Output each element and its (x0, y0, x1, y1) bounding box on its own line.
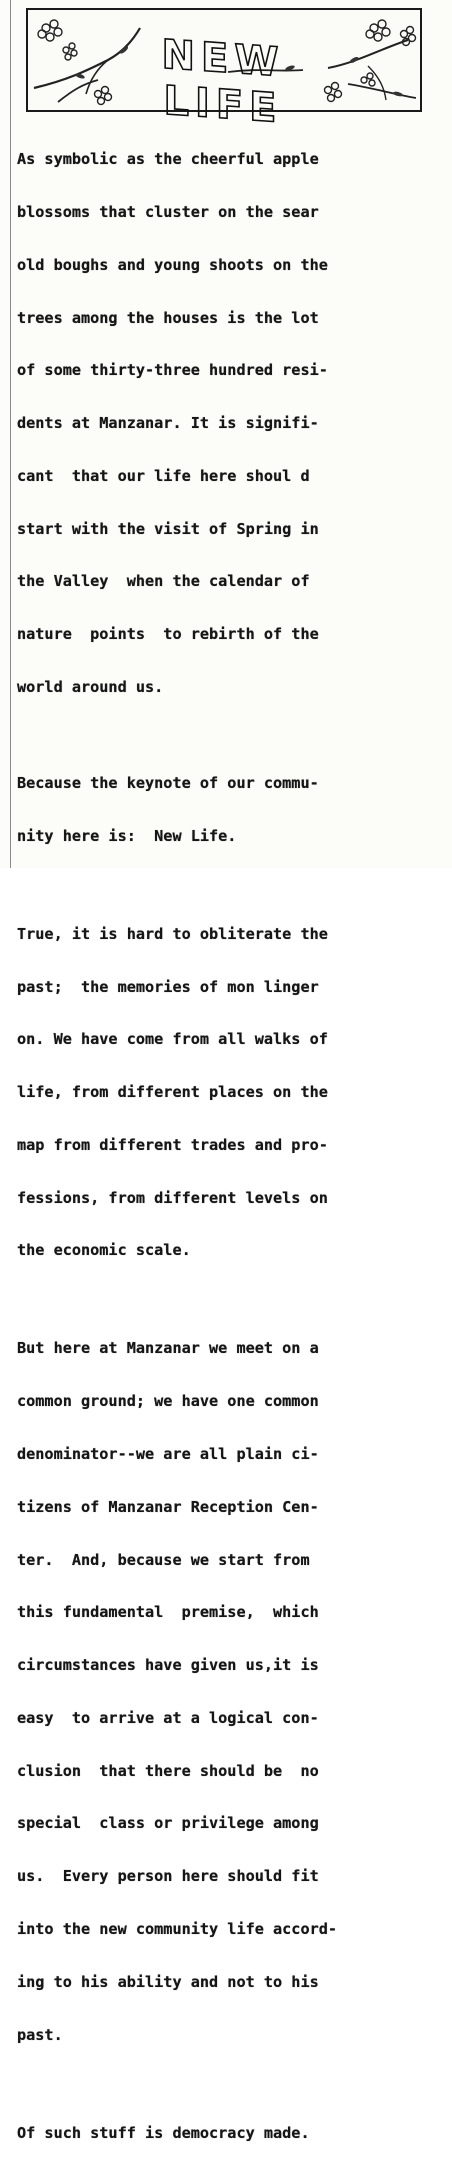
text-line: on. We have come from all walks of (17, 1030, 328, 1049)
text-line: past; the memories of mon linger (17, 977, 319, 996)
masthead-banner (26, 8, 422, 133)
text-line: True, it is hard to obliterate the (17, 924, 328, 943)
text-line: circumstances have given us,it is (17, 1656, 319, 1675)
paragraph-3 (17, 891, 447, 1296)
text-line: ing to his ability and not to his (17, 1972, 319, 1991)
text-line: into the new community life accord- (17, 1919, 338, 1938)
text-line: cant that our life here shoul d (17, 466, 310, 485)
text-line: the economic scale. (17, 1241, 191, 1260)
text-line: life, from different places on the (17, 1083, 328, 1102)
text-line: Because the keynote of our commu- (17, 773, 319, 792)
text-line: blossoms that cluster on the sear (17, 202, 319, 221)
text-line: denominator--we are all plain ci- (17, 1444, 319, 1463)
paragraph-5 (17, 2089, 447, 2177)
text-line: this fundamental premise, which (17, 1603, 319, 1622)
text-line: past. (17, 2025, 63, 2044)
text-line: tizens of Manzanar Reception Cen- (17, 1497, 319, 1516)
text-line: dents at Manzanar. It is signifi- (17, 414, 319, 433)
paragraph-4 (17, 1305, 447, 2079)
text-line: nity here is: New Life. (17, 826, 237, 845)
article-body (17, 116, 447, 2177)
paragraph-1 (17, 116, 447, 732)
text-line: of some thirty-three hundred resi- (17, 361, 328, 380)
text-line: ter. And, because we start from (17, 1550, 310, 1569)
text-line: nature points to rebirth of the (17, 625, 319, 644)
text-line: us. Every person here should fit (17, 1867, 319, 1886)
paragraph-2 (17, 740, 447, 881)
text-line: common ground; we have one common (17, 1392, 319, 1411)
page-edge-line (10, 0, 11, 868)
text-line: the Valley when the calendar of (17, 572, 310, 591)
text-line: clusion that there should be no (17, 1761, 319, 1780)
text-line: special class or privilege among (17, 1814, 319, 1833)
text-line: start with the visit of Spring in (17, 519, 319, 538)
text-line: Of such stuff is democracy made. (17, 2123, 310, 2142)
text-line: But here at Manzanar we meet on a (17, 1339, 319, 1358)
masthead-title: NEW LIFE (161, 31, 285, 133)
text-line: fessions, from different levels on (17, 1188, 328, 1207)
text-line: trees among the houses is the lot (17, 308, 319, 327)
text-line: easy to arrive at a logical con- (17, 1708, 319, 1727)
text-line: As symbolic as the cheerful apple (17, 150, 319, 169)
text-line: map from different trades and pro- (17, 1135, 328, 1154)
text-line: world around us. (17, 678, 164, 696)
text-line: old boughs and young shoots on the (17, 255, 328, 274)
